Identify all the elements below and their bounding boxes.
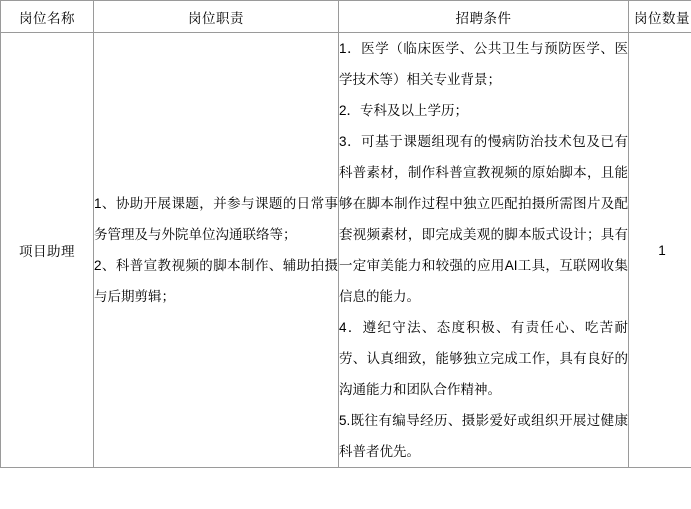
table-header-row — [1, 1, 691, 33]
responsibility-item: 2、科普宣教视频的脚本制作、辅助拍摄与后期剪辑； — [94, 258, 338, 304]
requirement-item: 3．可基于课题组现有的慢病防治技术包及已有科普素材，制作科普宣教视频的原始脚本，且能够在脚本制作过程中独立匹配拍摄所需图片及配套视频素材，即完成美观的脚本版式设计；具有一定审美能力和较强的应用AI工具，互联网收集信息的能力。 — [339, 134, 628, 304]
cell-requirements — [339, 33, 629, 468]
table-row — [1, 33, 691, 468]
column-header-requirements: 招聘条件 — [339, 1, 629, 33]
column-header-position-name: 岗位名称 — [1, 1, 94, 33]
responsibility-item: 1、协助开展课题，并参与课题的日常事务管理及与外院单位沟通联络等； — [94, 196, 338, 242]
cell-position-name: 项目助理 — [1, 33, 94, 468]
requirement-item: 1．医学（临床医学、公共卫生与预防医学、医学技术等）相关专业背景； — [339, 41, 628, 87]
column-header-responsibilities: 岗位职责 — [94, 1, 339, 33]
requirement-item: 5.既往有编导经历、摄影爱好或组织开展过健康科普者优先。 — [339, 413, 628, 459]
cell-headcount: 1 — [629, 33, 691, 468]
table-header — [1, 1, 691, 33]
cell-responsibilities — [94, 33, 339, 468]
requirement-item: 2．专科及以上学历； — [339, 103, 469, 118]
table-body — [1, 33, 691, 468]
column-header-headcount: 岗位数量 — [629, 1, 691, 33]
requirement-item: 4．遵纪守法、态度积极、有责任心、吃苦耐劳、认真细致，能够独立完成工作，具有良好的沟通能力和团队合作精神。 — [339, 320, 628, 397]
